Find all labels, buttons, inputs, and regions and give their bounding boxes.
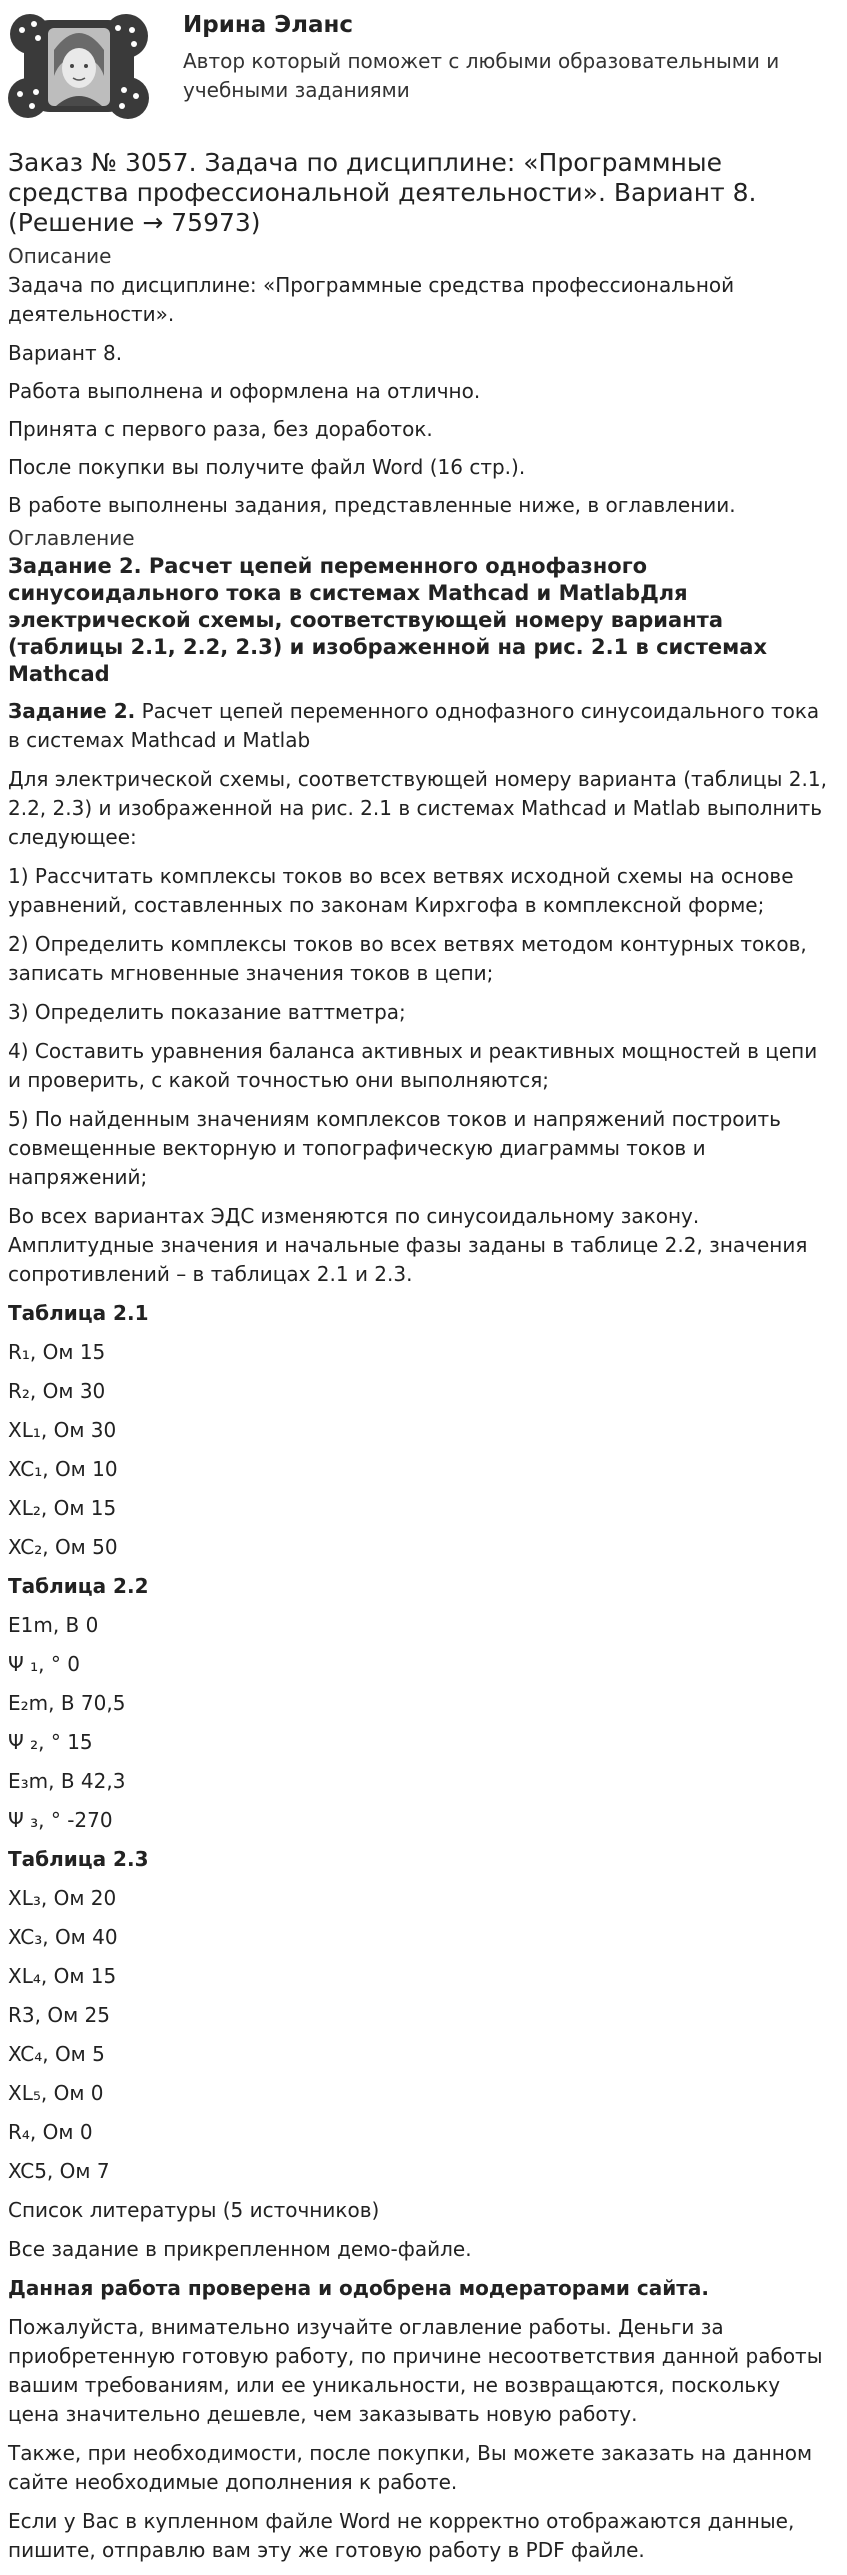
description-line: Принята с первого раза, без доработок. bbox=[8, 417, 433, 441]
task-step: 5) По найденным значениям комплексов токов и напряжений построить совмещенные векторную и топографическую диаграммы токов и напряжений; bbox=[8, 1107, 781, 1189]
moderated-notice: Данная работа проверена и одобрена модераторами сайта. bbox=[8, 2276, 709, 2300]
task-step: 2) Определить комплексы токов во всех ветвях методом контурных токов, записать мгновенные значения токов в цепи; bbox=[8, 932, 807, 985]
author-avatar[interactable] bbox=[6, 6, 151, 126]
description-line: После покупки вы получите файл Word (16 стр.). bbox=[8, 455, 526, 479]
description-line: Работа выполнена и оформлена на отлично. bbox=[8, 379, 481, 403]
description-label: Описание bbox=[8, 244, 112, 268]
author-description: Автор который поможет с любыми образовательными и учебными заданиями bbox=[183, 49, 780, 102]
order-content bbox=[8, 148, 836, 2575]
table-21-title: Таблица 2.1 bbox=[8, 1301, 149, 1325]
task-step: 3) Определить показание ваттметра; bbox=[8, 1000, 406, 1024]
table-23-row: XL₃, Ом 20 bbox=[8, 1886, 117, 1910]
task-paragraph bbox=[8, 697, 836, 755]
footer-paragraph: Если у Вас в купленном файле Word не корректно отображаются данные, пишите, отправлю вам эту же готовую работу в PDF файле. bbox=[8, 2509, 795, 2562]
task-step: 1) Рассчитать комплексы токов во всех ветвях исходной схемы на основе уравнений, составленных по законам Кирхгофа в комплексной форме; bbox=[8, 864, 794, 917]
table-23-row: XC₄, Ом 5 bbox=[8, 2042, 105, 2066]
table-23-row: R3, Ом 25 bbox=[8, 2003, 110, 2027]
author-card bbox=[0, 0, 847, 135]
table-21-row: R₁, Ом 15 bbox=[8, 1340, 106, 1364]
task-bold: Задание 2. bbox=[8, 699, 136, 723]
table-22-row: Ψ ₃, ° -270 bbox=[8, 1808, 113, 1832]
toc-heading: Задание 2. Расчет цепей переменного однофазного синусоидального тока в системах Mathcad и MatlabДля электрической схемы, соответствующей номеру варианта (таблицы 2.1, 2.2, 2.3) и изображенной на рис. 2.1 в системах Mathcad bbox=[8, 554, 767, 686]
description-line: Вариант 8. bbox=[8, 341, 123, 365]
table-23-title: Таблица 2.3 bbox=[8, 1847, 149, 1871]
table-21-row: R₂, Ом 30 bbox=[8, 1379, 106, 1403]
table-21-row: XC₁, Ом 10 bbox=[8, 1457, 118, 1481]
table-22-row: E1m, B 0 bbox=[8, 1613, 99, 1637]
task-intro: Для электрической схемы, соответствующей номеру варианта (таблицы 2.1, 2.2, 2.3) и изображенной на рис. 2.1 в системах Mathcad и Matlab выполнить следующее: bbox=[8, 767, 827, 849]
table-22-row: Ψ ₁, ° 0 bbox=[8, 1652, 80, 1676]
task-step: Во всех вариантах ЭДС изменяются по синусоидальному закону. Амплитудные значения и начальные фазы заданы в таблице 2.2, значения сопротивлений – в таблицах 2.1 и 2.3. bbox=[8, 1204, 808, 1286]
task-text: Расчет цепей переменного однофазного синусоидального тока в системах Mathcad и Matlab bbox=[8, 699, 820, 752]
footer-paragraph: Пожалуйста, внимательно изучайте оглавление работы. Деньги за приобретенную готовую работу, по причине несоответствия данной работы вашим требованиям, или ее уникальности, не возвращаются, поскольку цена значительно дешевле, чем заказывать новую работу. bbox=[8, 2315, 823, 2426]
table-23-row: R₄, Ом 0 bbox=[8, 2120, 93, 2144]
table-21-row: XL₂, Ом 15 bbox=[8, 1496, 117, 1520]
table-21-row: XC₂, Ом 50 bbox=[8, 1535, 118, 1559]
task-step: 4) Составить уравнения баланса активных и реактивных мощностей в цепи и проверить, с какой точностью они выполняются; bbox=[8, 1039, 818, 1092]
table-22-row: E₂m, B 70,5 bbox=[8, 1691, 126, 1715]
description-line: В работе выполнены задания, представленные ниже, в оглавлении. bbox=[8, 493, 736, 517]
author-name[interactable]: Ирина Эланс bbox=[183, 12, 354, 38]
table-23-row: XL₅, Ом 0 bbox=[8, 2081, 104, 2105]
literature-line: Список литературы (5 источников) bbox=[8, 2198, 380, 2222]
table-22-row: E₃m, B 42,3 bbox=[8, 1769, 126, 1793]
table-23-row: XC5, Ом 7 bbox=[8, 2159, 110, 2183]
table-23-row: XL₄, Ом 15 bbox=[8, 1964, 117, 1988]
demo-line: Все задание в прикрепленном демо-файле. bbox=[8, 2237, 472, 2261]
footer-paragraph: Также, при необходимости, после покупки, Вы можете заказать на данном сайте необходимые дополнения к работе. bbox=[8, 2441, 813, 2494]
table-23-row: XC₃, Ом 40 bbox=[8, 1925, 118, 1949]
table-21-row: XL₁, Ом 30 bbox=[8, 1418, 117, 1442]
order-title: Заказ № 3057. Задача по дисциплине: «Программные средства профессиональной деятельности». Вариант 8. (Решение → 75973) bbox=[8, 148, 757, 237]
table-22-title: Таблица 2.2 bbox=[8, 1574, 149, 1598]
toc-label: Оглавление bbox=[8, 526, 135, 550]
table-22-row: Ψ ₂, ° 15 bbox=[8, 1730, 93, 1754]
description-line: Задача по дисциплине: «Программные средства профессиональной деятельности». bbox=[8, 273, 735, 326]
